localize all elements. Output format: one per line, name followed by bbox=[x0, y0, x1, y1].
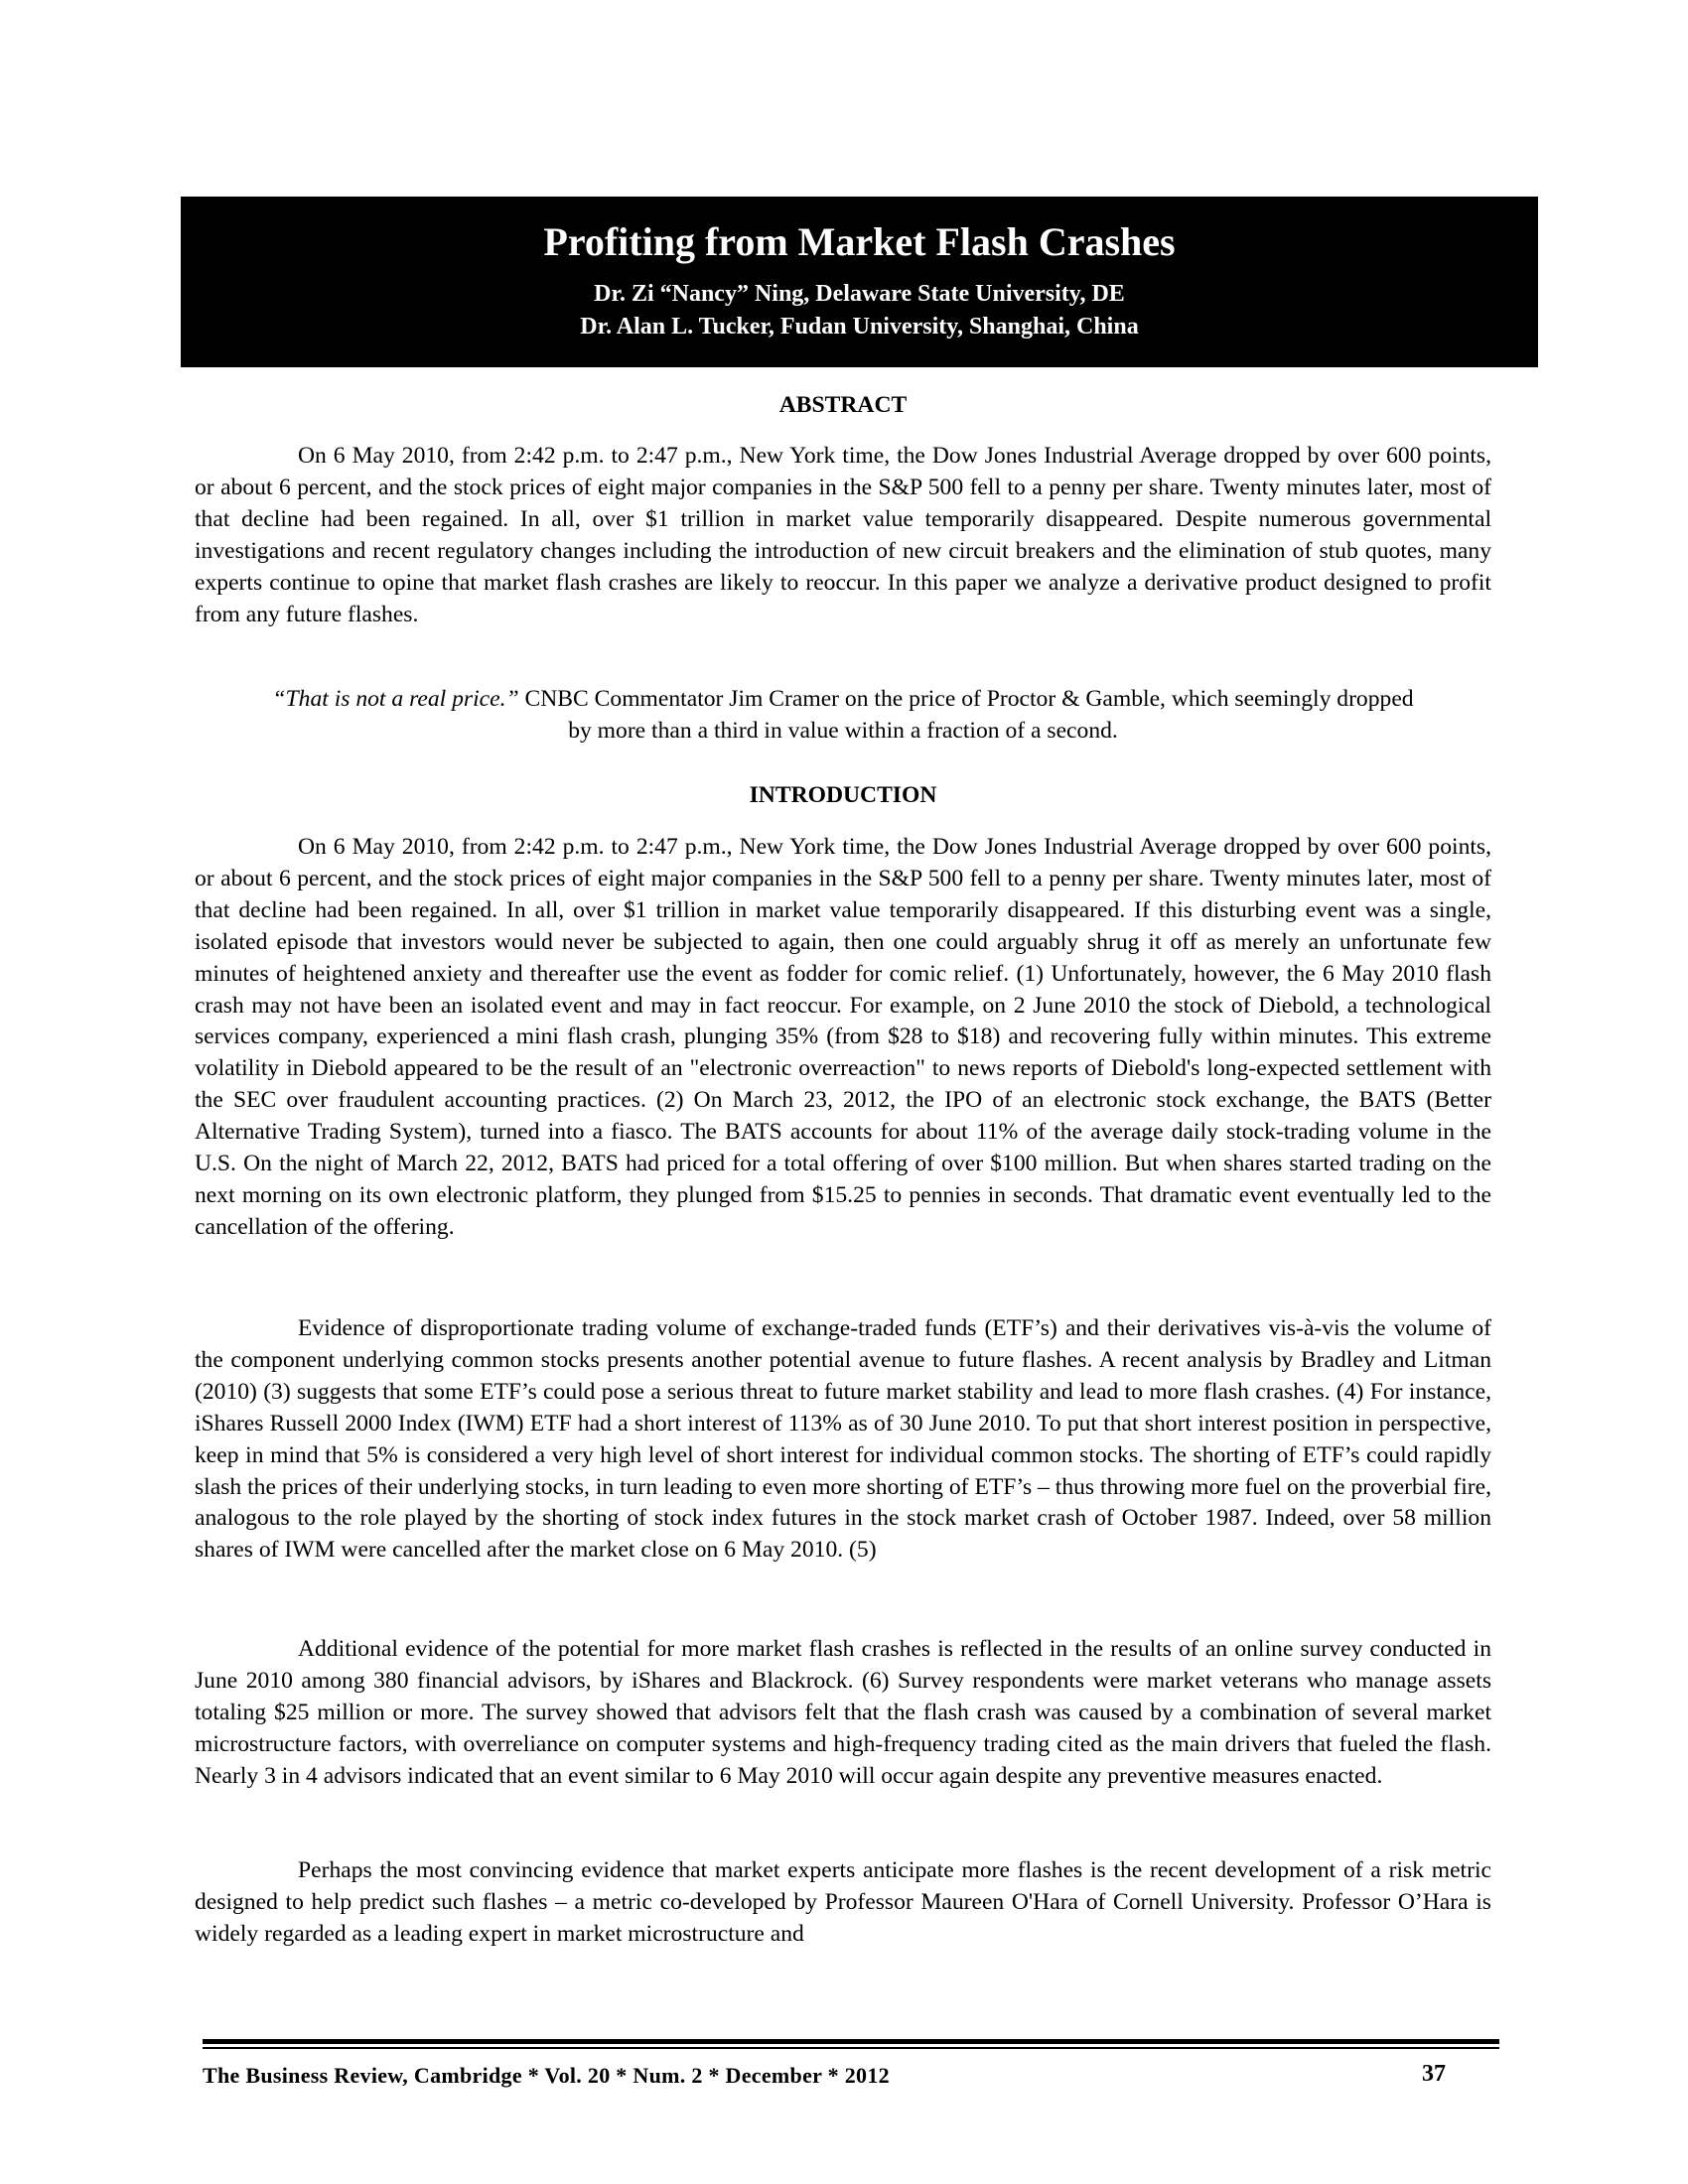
page-number: 37 bbox=[1422, 2061, 1446, 2087]
title-banner bbox=[181, 197, 1538, 367]
intro-paragraph-4-block bbox=[195, 1855, 1491, 1951]
epigraph-quote bbox=[195, 684, 1491, 748]
intro-paragraph: Additional evidence of the potential for more market flash crashes is reflected in the results of an online survey conducted in June 2010 among 380 financial advisors, by iShares and Blackrock. (6) Survey respondents were market veterans who manage assets totaling $25 million or more. The survey showed that advisors felt that the flash crash was caused by a combination of several market microstructure factors, with overreliance on computer systems and high-frequency trading cited as the main drivers that fueled the flash. Nearly 3 in 4 advisors indicated that an event similar to 6 May 2010 will occur again despite any preventive measures enacted. bbox=[195, 1636, 1491, 1789]
author-line-1: Dr. Zi “Nancy” Ning, Delaware State University, DE bbox=[594, 281, 1125, 307]
introduction-heading: INTRODUCTION bbox=[749, 782, 937, 808]
intro-paragraph-2-block bbox=[195, 1313, 1491, 1567]
footer-rule-thin bbox=[203, 2047, 1499, 2049]
intro-paragraph: Evidence of disproportionate trading volume of exchange-traded funds (ETF’s) and their derivatives vis-à-vis the volume of the component underlying common stocks presents another potential avenue to future flashes. A recent analysis by Bradley and Litman (2010) (3) suggests that some ETF’s could pose a serious threat to future market stability and lead to more flash crashes. (4) For instance, iShares Russell 2000 Index (IWM) ETF had a short interest of 113% as of 30 June 2010. To put that short interest position in perspective, keep in mind that 5% is considered a very high level of short interest for individual common stocks. The shorting of ETF’s could rapidly slash the prices of their underlying stocks, in turn leading to even more shorting of ETF’s – thus throwing more fuel on the proverbial fire, analogous to the role played by the shorting of stock index futures in the stock market crash of October 1987. Indeed, over 58 million shares of IWM were cancelled after the market close on 6 May 2010. (5) bbox=[195, 1315, 1491, 1564]
journal-citation: The Business Review, Cambridge * Vol. 20 * Num. 2 * December * 2012 bbox=[203, 2063, 890, 2088]
footer-rule-thick bbox=[203, 2039, 1499, 2044]
author-line-2: Dr. Alan L. Tucker, Fudan University, Shanghai, China bbox=[580, 314, 1139, 340]
abstract-body bbox=[195, 441, 1491, 630]
intro-paragraph-3-block bbox=[195, 1634, 1491, 1793]
epigraph-italic: “That is not a real price.” bbox=[272, 686, 519, 712]
paper-title: Profiting from Market Flash Crashes bbox=[543, 219, 1176, 264]
epigraph-attribution: CNBC Commentator Jim Cramer on the price of Proctor & Gamble, which seemingly dropped by more than a third in value within a fraction of a second. bbox=[518, 686, 1414, 744]
intro-paragraph: Perhaps the most convincing evidence that market experts anticipate more flashes is the recent development of a risk metric designed to help predict such flashes – a metric co-developed by Professor Maureen O'Hara of Cornell University. Professor O’Hara is widely regarded as a leading expert in market microstructure and bbox=[195, 1857, 1491, 1947]
abstract-heading: ABSTRACT bbox=[778, 392, 908, 418]
intro-paragraph: On 6 May 2010, from 2:42 p.m. to 2:47 p.m., New York time, the Dow Jones Industrial Average dropped by over 600 points, or about 6 percent, and the stock prices of eight major companies in the S&P 500 fell to a penny per share. Twenty minutes later, most of that decline had been regained. In all, over $1 trillion in market value temporarily disappeared. If this disturbing event was a single, isolated episode that investors would never be subjected to again, then one could arguably shrug it off as merely an unfortunate few minutes of heightened anxiety and thereafter use the event as fodder for comic relief. (1) Unfortunately, however, the 6 May 2010 flash crash may not have been an isolated event and may in fact reoccur. For example, on 2 June 2010 the stock of Diebold, a technological services company, experienced a mini flash crash, plunging 35% (from $28 to $18) and recovering fully within minutes. This extreme volatility in Diebold appeared to be the result of an "electronic overreaction" to news reports of Diebold's long-expected settlement with the SEC over fraudulent accounting practices. (2) On March 23, 2012, the IPO of an electronic stock exchange, the BATS (Better Alternative Trading System), turned into a fiasco. The BATS accounts for about 11% of the average daily stock-trading volume in the U.S. On the night of March 22, 2012, BATS had priced for a total offering of over $100 million. But when shares started trading on the next morning on its own electronic platform, they plunged from $15.25 to pennies in seconds. That dramatic event eventually led to the cancellation of the offering. bbox=[195, 834, 1491, 1240]
intro-paragraph-1-block bbox=[195, 832, 1491, 1244]
abstract-paragraph: On 6 May 2010, from 2:42 p.m. to 2:47 p.m., New York time, the Dow Jones Industrial Average dropped by over 600 points, or about 6 percent, and the stock prices of eight major companies in the S&P 500 fell to a penny per share. Twenty minutes later, most of that decline had been regained. In all, over $1 trillion in market value temporarily disappeared. Despite numerous governmental investigations and recent regulatory changes including the introduction of new circuit breakers and the elimination of stub quotes, many experts continue to opine that market flash crashes are likely to reoccur. In this paper we analyze a derivative product designed to profit from any future flashes. bbox=[195, 443, 1491, 627]
epigraph bbox=[195, 684, 1491, 748]
